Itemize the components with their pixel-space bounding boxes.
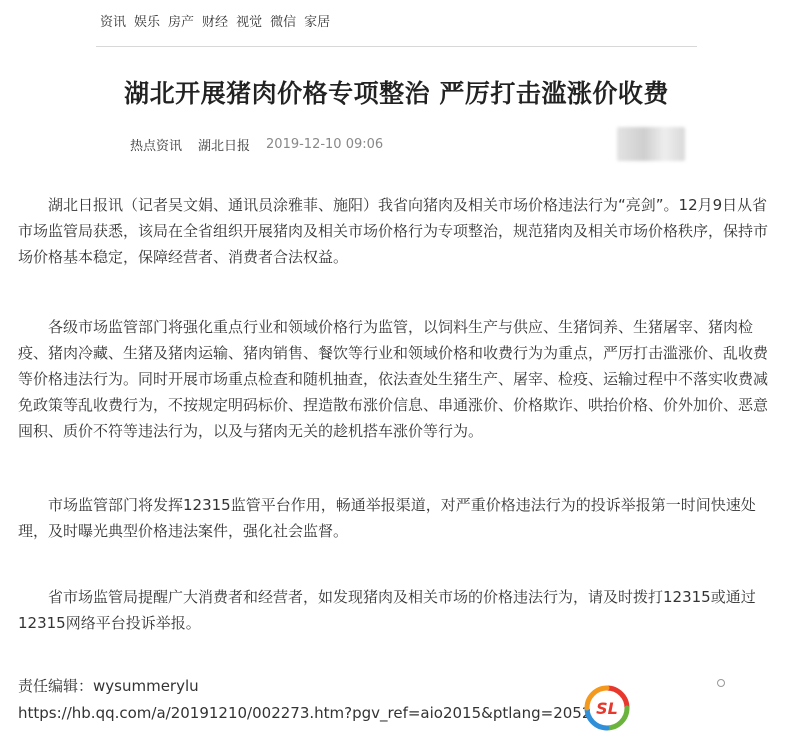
blurred-thumbnail [617,127,685,161]
nav-item-realestate[interactable]: 房产 [168,15,195,30]
paragraph-text: 各级市场监管部门将强化重点行业和领域价格行为监管，以饲料生产与供应、生猪饲养、生猪屠宰、猪肉检疫、猪肉冷藏、生猪及猪肉运输、猪肉销售、餐饮等行业和领域价格和收费行为为重点，严厉打击滥涨价、乱收费等价格违法行为。同时开展市场重点检查和随机抽查，依法查处生猪生产、屠宰、检疫、运输过程中不落实收费减免政策等乱收费行为，不按规定明码标价、捏造散布涨价信息、串通涨价、价格欺诈、哄抬价格、价外加价、恶意囤积、质价不符等违法行为，以及与猪肉无关的趁机搭车涨价等行为。 [18,318,769,440]
nav-item-finance[interactable]: 财经 [202,15,229,30]
article-paragraph [18,192,776,270]
sl-logo-icon [584,685,630,731]
nav-item-wechat[interactable]: 微信 [270,15,297,30]
paragraph-text: 湖北日报讯（记者吴文娟、通讯员涂雅菲、施阳）我省向猪肉及相关市场价格违法行为“亮剑”。12月9日从省市场监管局获悉，该局在全省组织开展猪肉及相关市场价格行为专项整治，规范猪肉及相关市场价格秩序，保持市场价格基本稳定，保障经营者、消费者合法权益。 [18,196,769,266]
paragraph-text: 省市场监管局提醒广大消费者和经营者，如发现猪肉及相关市场的价格违法行为，请及时拨打12315或通过12315网络平台投诉举报。 [18,588,756,632]
article-category[interactable]: 热点资讯 [130,138,183,154]
article-source[interactable]: 湖北日报 [198,138,251,154]
nav-item-news[interactable]: 资讯 [100,15,127,30]
article-date: 2019-12-10 09:06 [266,136,384,152]
logo-text: SL [596,699,618,718]
nav-divider [96,46,697,47]
nav-item-entertainment[interactable]: 娱乐 [134,15,161,30]
article-title: 湖北开展猪肉价格专项整治 严厉打击滥涨价收费 [124,79,669,108]
paragraph-text: 市场监管部门将发挥12315监管平台作用，畅通举报渠道，对严重价格违法行为的投诉举报第一时间快速处理，及时曝光典型价格违法案件，强化社会监督。 [18,496,756,540]
nav-item-home[interactable]: 家居 [304,15,331,30]
article-paragraph [18,492,776,544]
article-paragraph [18,314,776,444]
responsible-editor: 责任编辑：wysummerylu [18,677,199,695]
top-nav [100,10,338,36]
nav-item-visual[interactable]: 视觉 [236,15,263,30]
small-circle-icon [717,679,725,687]
article-paragraph [18,584,776,636]
article-meta [130,134,383,154]
source-url[interactable]: https://hb.qq.com/a/20191210/002273.htm?pgv_ref=aio2015&ptlang=2052 [18,704,592,722]
